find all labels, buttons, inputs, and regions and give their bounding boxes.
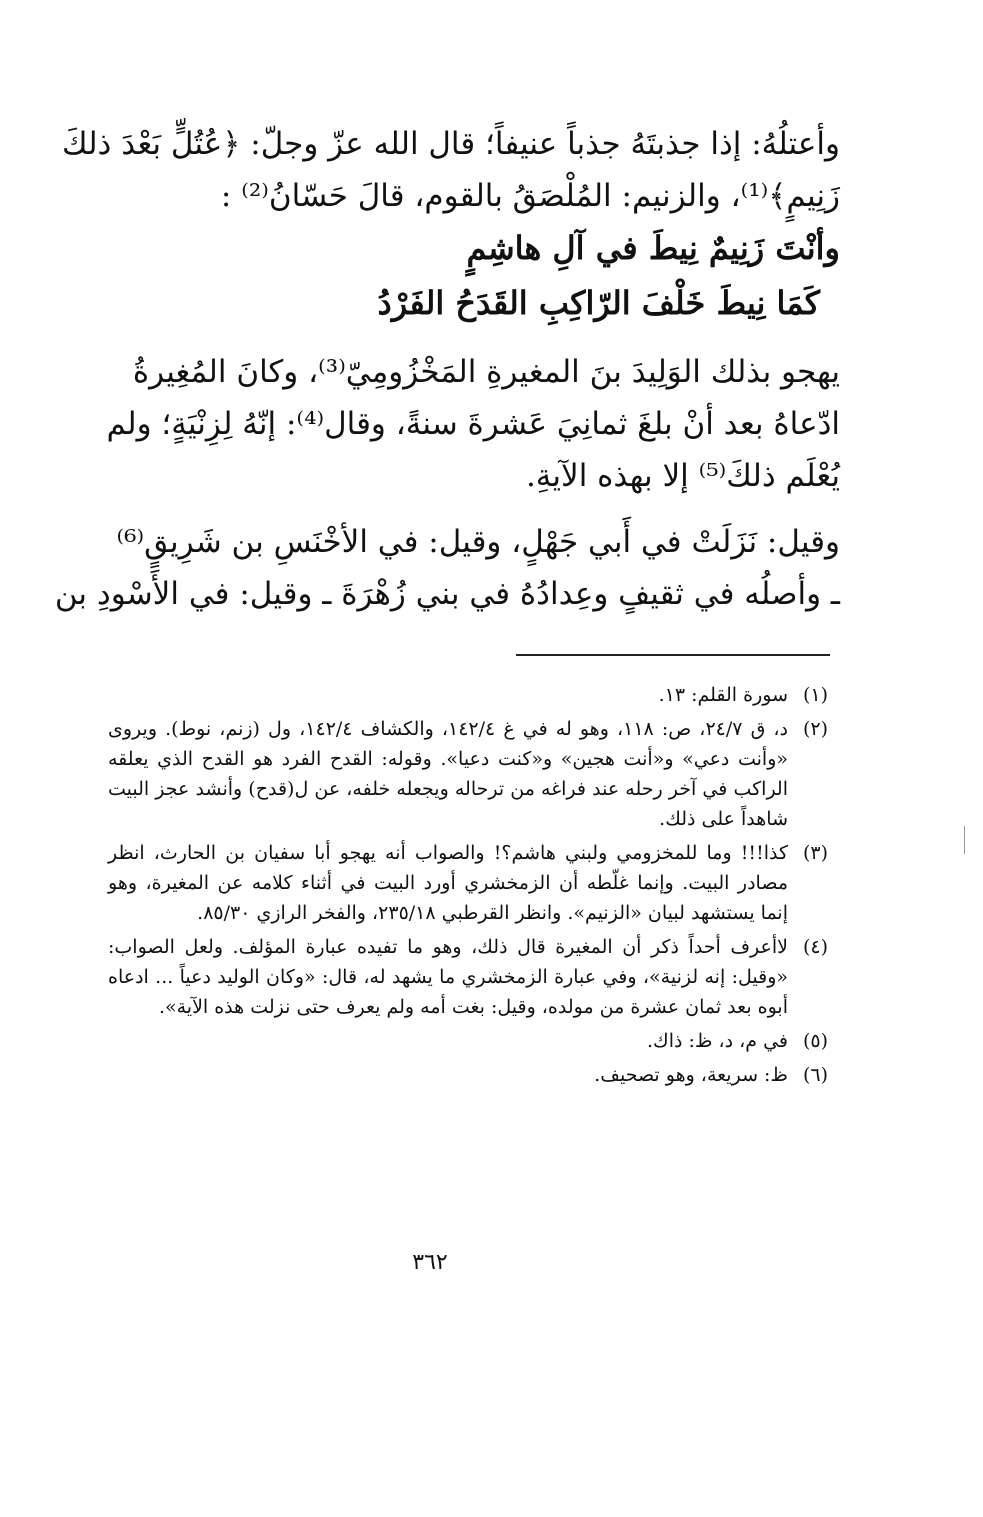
main-text [54, 118, 840, 620]
poem-verse-second-half: كَمَا نِيطَ خَلْفَ الرّاكِبِ القَدَحُ الفَرْدُ [377, 284, 820, 322]
footnote-number: (٢) [802, 718, 828, 740]
text-line: ـ وأصلُه في ثقيفٍ وعِدادُهُ في بني زُهْرَةَ ـ وقيل: في الأَسْودِ بن [54, 576, 840, 612]
poem-verse-first-half: وأنْتَ زَنِيمٌ نِيطَ في آلِ هاشِمٍ [466, 229, 840, 267]
footnote-divider [516, 654, 830, 656]
footnote-text: د، ق ٢٤/٧، ص: ١١٨، وهو له في غ ١٤٢/٤، والكشاف ١٤٢/٤، ول (زنم، نوط). ويروى «وأنت دعي» و«أنت هجين» و«كنت دعيا». وقوله: القدح الفرد هو القدح الذي يعلقه الراكب في آخر رحله عند فراغه من ترحاله ويجعله خلفه، عن ل(قدح) وأنشد عجز البيت شاهداً على ذلك. [108, 718, 788, 830]
footnote-number: (٦) [802, 1064, 828, 1086]
footnote [108, 1060, 828, 1090]
footnote [108, 838, 828, 928]
spacer [118, 502, 840, 516]
footnote [108, 932, 828, 1022]
text-line: زَنِيمٍ﴾⁽¹⁾، والزنيم: المُلْصَقُ بالقوم، قالَ حَسّانُ⁽²⁾ : [220, 178, 840, 214]
footnote-text: سورة القلم: ١٣. [658, 684, 788, 706]
page-number: ٣٦٢ [412, 1250, 448, 1275]
text-line: يُعْلَم ذلكَ⁽⁵⁾ إلا بهذه الآيةِ. [525, 458, 840, 494]
footnote-number: (٥) [802, 1030, 828, 1052]
text-line: وقيل: نَزَلَتْ في أَبي جَهْلٍ، وقيل: في الأخْنَسِ بن شَرِيقٍ⁽⁶⁾ [116, 524, 840, 560]
text-line: ادّعاهُ بعد أنْ بلغَ ثمانِيَ عَشرةَ سنةً، وقال⁽⁴⁾: إنّهُ لِزِنْيَةٍ؛ ولم [106, 406, 840, 442]
text-line: يهجو بذلك الوَلِيدَ بنَ المغيرةِ المَخْزُومِيّ⁽³⁾، وكانَ المُغِيرةُ [132, 354, 840, 390]
scan-margin-mark [964, 826, 965, 854]
footnotes [108, 680, 828, 1094]
footnote-text: ظ: سريعة، وهو تصحيف. [594, 1064, 788, 1086]
footnote-text: كذا!!! وما للمخزومي ولبني هاشم؟! والصواب أنه يهجو أبا سفيان بن الحارث، انظر مصادر البيت. وإنما غلّطه أن الزمخشري أورد البيت في أثناء كلامه عن المغيرة، وهو إنما يستشهد لبيان «الزنيم». وانظر القرطبي ٢٣٥/١٨، والفخر الرازي ٨٥/٣٠. [108, 842, 788, 924]
footnote-text: لاأعرف أحداً ذكر أن المغيرة قال ذلك، وهو ما تفيده عبارة المؤلف. ولعل الصواب: «وقيل: إنه لزنية»، وفي عبارة الزمخشري ما يشهد له، قال: «وكان الوليد دعياً ... ادعاه أبوه بعد ثمان عشرة من مولده، وقيل: بغت أمه ولم يعرف حتى نزلت هذه الآية». [108, 936, 788, 1018]
footnote-number: (٤) [802, 936, 828, 958]
footnote [108, 1026, 828, 1056]
footnote-number: (١) [802, 684, 828, 706]
footnote [108, 714, 828, 834]
text-line: وأعتلُهُ: إذا جذبتَهُ جذباً عنيفاً؛ قال الله عزّ وجلّ: ﴿عُتُلٍّ بَعْدَ ذلكَ [61, 126, 840, 162]
footnote-number: (٣) [802, 842, 828, 864]
footnote-text: في م، د، ظ: ذاك. [647, 1030, 788, 1052]
footnote [108, 680, 828, 710]
spacer [118, 332, 840, 346]
